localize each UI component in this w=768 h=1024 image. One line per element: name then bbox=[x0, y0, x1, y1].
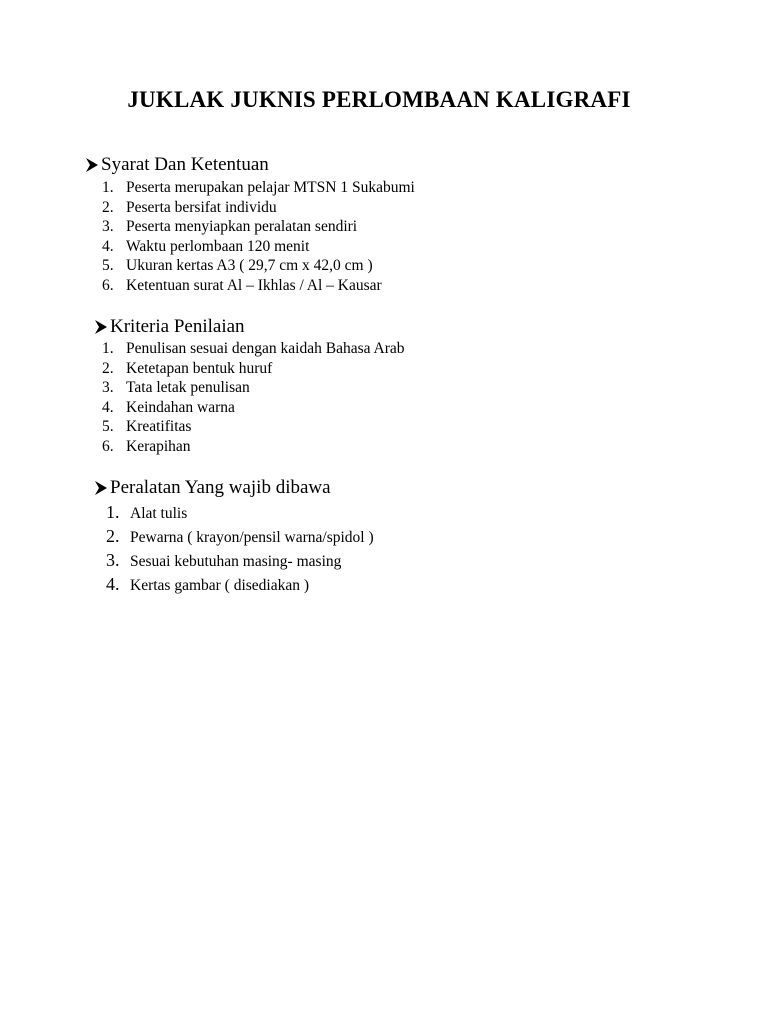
list-item-number: 2. bbox=[102, 359, 114, 377]
list-item-text: Penulisan sesuai dengan kaidah Bahasa Arab bbox=[126, 340, 405, 357]
equipment-list bbox=[106, 500, 374, 596]
list-item bbox=[106, 572, 374, 596]
list-item bbox=[102, 256, 415, 276]
list-item bbox=[102, 178, 415, 198]
list-item bbox=[106, 500, 374, 524]
section-heading bbox=[86, 153, 269, 177]
list-item-number: 6. bbox=[102, 437, 114, 455]
list-item bbox=[102, 237, 415, 257]
list-item bbox=[102, 359, 405, 379]
criteria-list bbox=[102, 339, 405, 457]
list-item-number: 4. bbox=[106, 574, 120, 594]
list-item-number: 1. bbox=[106, 502, 120, 522]
list-item-text: Alat tulis bbox=[130, 505, 188, 522]
list-item-text: Kerapihan bbox=[126, 437, 191, 455]
list-item-number: 3. bbox=[102, 218, 114, 236]
list-item-text: Peserta bersifat individu bbox=[126, 198, 277, 216]
list-item-text: Waktu perlombaan 120 menit bbox=[126, 237, 310, 255]
list-item-number: 1. bbox=[102, 179, 114, 196]
list-item-text: Peserta menyiapkan peralatan sendiri bbox=[126, 218, 358, 236]
page-title: JUKLAK JUKNIS PERLOMBAAN KALIGRAFI bbox=[127, 87, 631, 112]
list-item-text: Peserta merupakan pelajar MTSN 1 Sukabumi bbox=[126, 179, 415, 196]
list-item bbox=[102, 417, 405, 437]
list-item-number: 4. bbox=[102, 237, 114, 255]
list-item bbox=[102, 217, 415, 237]
list-item bbox=[102, 198, 415, 218]
list-item-text: Sesuai kebutuhan masing- masing bbox=[130, 553, 342, 570]
section-heading bbox=[95, 315, 245, 339]
arrowhead-bullet-icon bbox=[95, 481, 107, 495]
list-item bbox=[102, 339, 405, 359]
list-item-text: Tata letak penulisan bbox=[126, 379, 250, 397]
section-heading-text: Syarat Dan Ketentuan bbox=[101, 154, 269, 175]
section-heading-text: Peralatan Yang wajib dibawa bbox=[110, 477, 331, 498]
arrowhead-bullet-icon bbox=[86, 158, 98, 172]
list-item-text: Ukuran kertas A3 ( 29,7 cm x 42,0 cm ) bbox=[126, 257, 373, 275]
list-item-number: 4. bbox=[102, 398, 114, 416]
list-item-number: 1. bbox=[102, 340, 114, 357]
list-item-text: Ketentuan surat Al – Ikhlas / Al – Kausar bbox=[126, 276, 382, 294]
arrowhead-bullet-icon bbox=[95, 320, 107, 334]
list-item bbox=[102, 276, 415, 296]
list-item-number: 6. bbox=[102, 276, 114, 294]
list-item-text: Kertas gambar ( disediakan ) bbox=[130, 577, 310, 594]
list-item-text: Ketetapan bentuk huruf bbox=[126, 359, 273, 377]
list-item bbox=[102, 378, 405, 398]
list-item-number: 2. bbox=[102, 198, 114, 216]
list-item-number: 2. bbox=[106, 526, 120, 546]
list-item bbox=[102, 398, 405, 418]
list-item-number: 3. bbox=[106, 550, 120, 570]
list-item-number: 3. bbox=[102, 379, 114, 397]
list-item-text: Keindahan warna bbox=[126, 398, 235, 416]
section-heading bbox=[95, 476, 331, 500]
list-item bbox=[102, 437, 405, 457]
list-item-number: 5. bbox=[102, 418, 114, 436]
list-item-text: Pewarna ( krayon/pensil warna/spidol ) bbox=[130, 529, 374, 546]
section-heading-text: Kriteria Penilaian bbox=[110, 316, 245, 337]
list-item bbox=[106, 548, 374, 572]
list-item-number: 5. bbox=[102, 257, 114, 275]
list-item-text: Kreatifitas bbox=[126, 418, 192, 436]
requirements-list bbox=[102, 178, 415, 296]
list-item bbox=[106, 524, 374, 548]
